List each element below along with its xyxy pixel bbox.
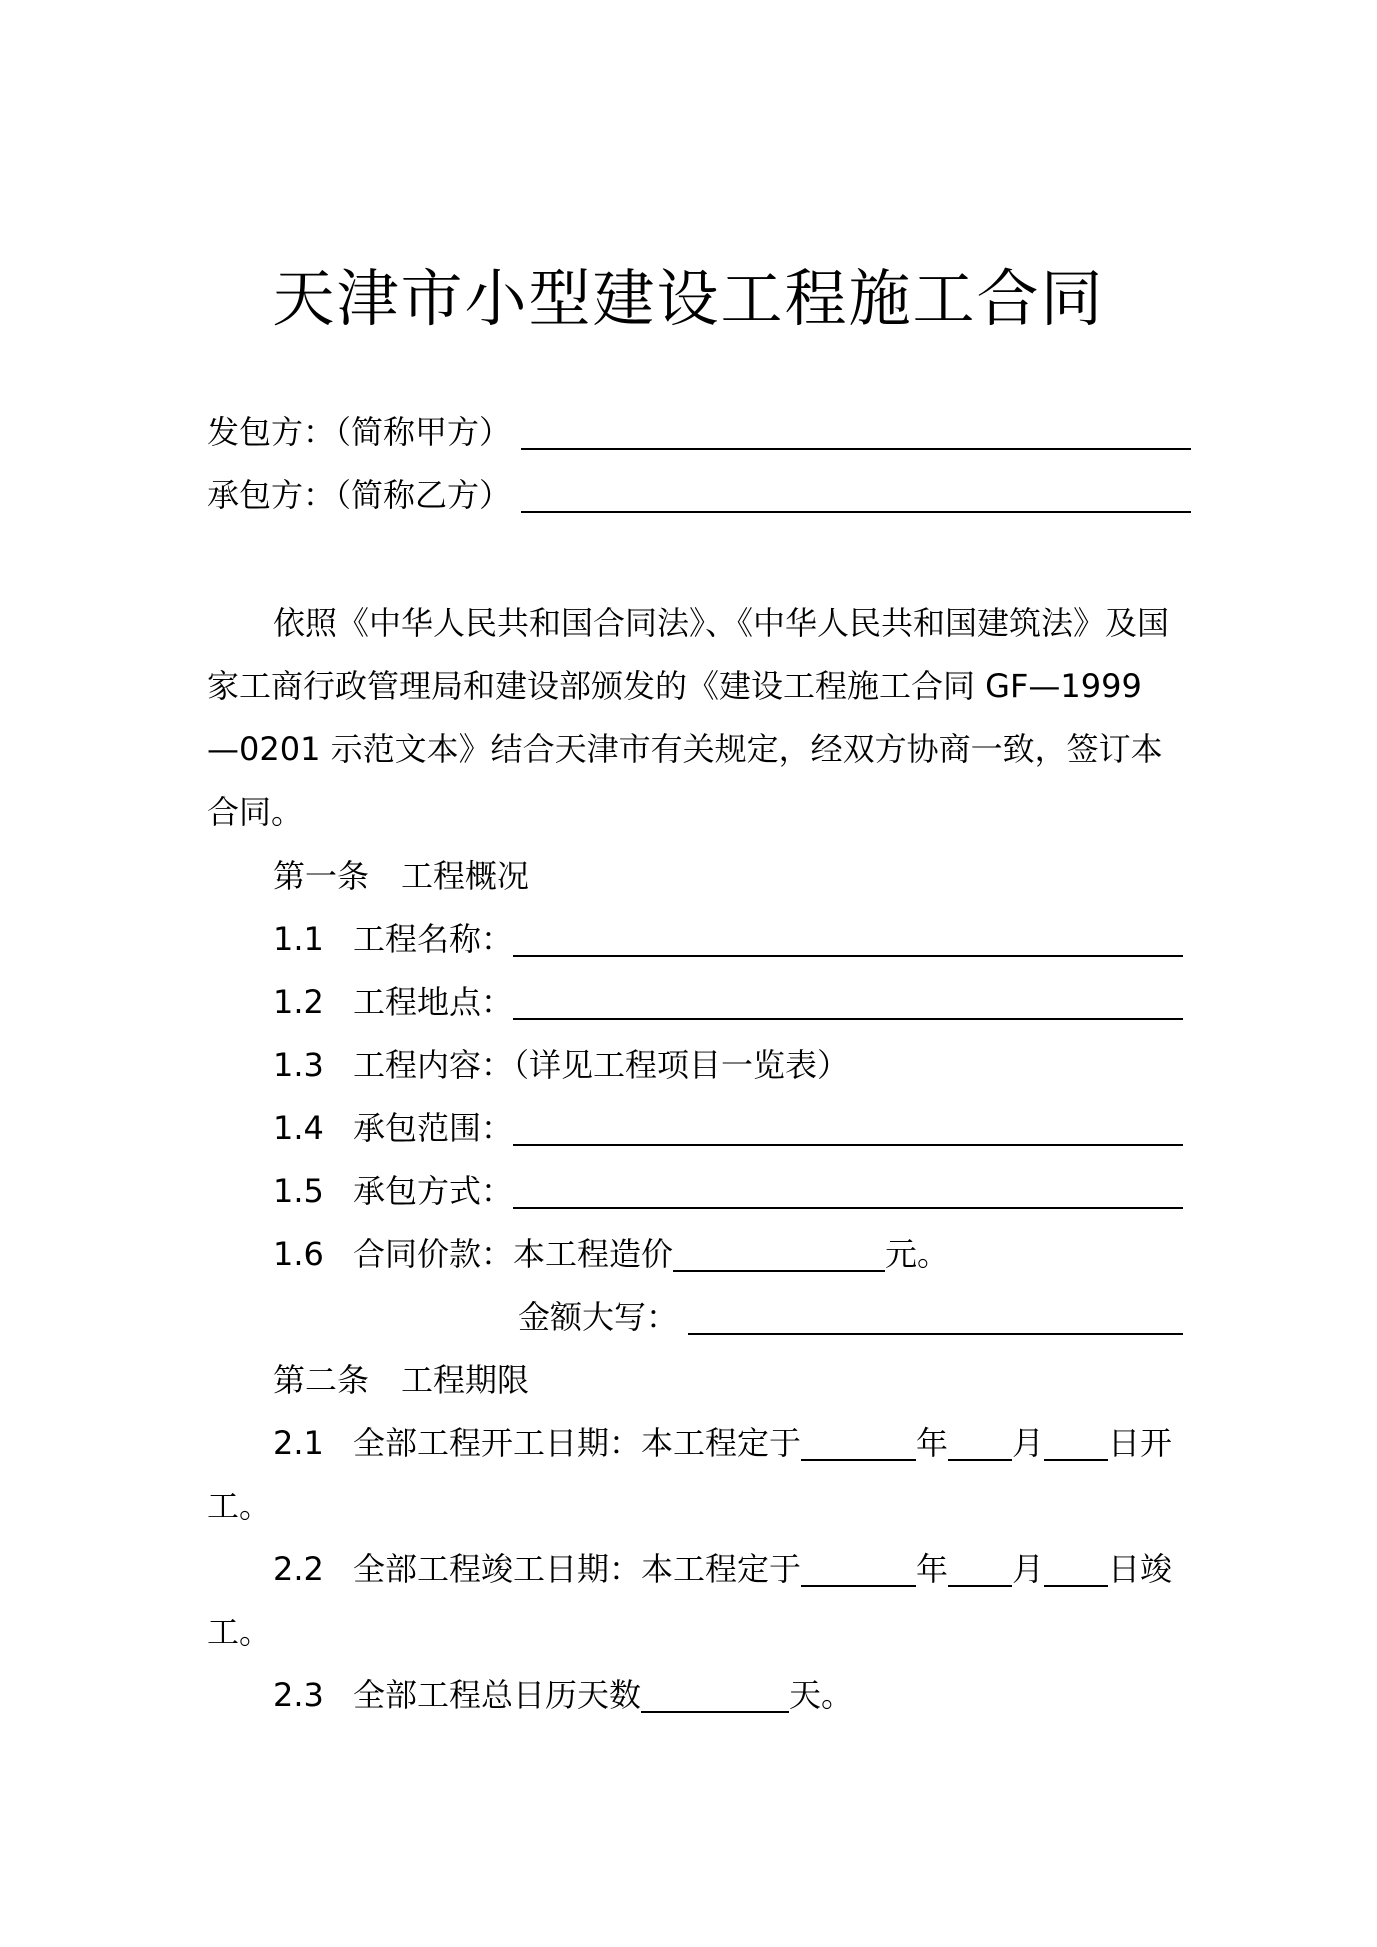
item-1-5 (273, 1171, 1183, 1211)
item-1-4 (273, 1108, 1183, 1148)
item-number: 1.3 (273, 1046, 324, 1084)
month-label: 月 (1012, 1550, 1045, 1588)
item-label: 全部工程开工日期：本工程定于 (353, 1424, 802, 1462)
item-label: 全部工程竣工日期：本工程定于 (353, 1550, 802, 1588)
item-2-1-wrap: 工。 (207, 1487, 272, 1525)
item-label: 承包范围： (353, 1109, 514, 1147)
item-label: 工程名称： (353, 920, 514, 958)
contract-scope-field[interactable] (513, 1108, 1183, 1146)
item-number: 2.2 (273, 1550, 324, 1588)
day-label: 日开 (1108, 1424, 1173, 1462)
item-number: 2.3 (273, 1676, 324, 1714)
item-1-1 (273, 919, 1183, 959)
item-2-1 (273, 1423, 1172, 1463)
end-month-field[interactable] (948, 1549, 1012, 1587)
item-label: 承包方式： (353, 1172, 514, 1210)
item-number: 1.1 (273, 920, 324, 958)
start-month-field[interactable] (948, 1423, 1012, 1461)
amount-words-field[interactable] (688, 1297, 1183, 1335)
article-1-heading: 第一条 工程概况 (273, 857, 530, 895)
end-year-field[interactable] (801, 1549, 916, 1587)
total-days-field[interactable] (641, 1675, 789, 1713)
day-label: 日竣 (1108, 1550, 1173, 1588)
days-unit: 天。 (789, 1676, 854, 1714)
start-year-field[interactable] (801, 1423, 916, 1461)
item-label: 全部工程总日历天数 (353, 1676, 642, 1714)
party-a-label: 发包方：（简称甲方） (207, 413, 512, 451)
item-1-6 (273, 1234, 949, 1274)
item-2-2 (273, 1549, 1172, 1589)
item-number: 1.6 (273, 1235, 324, 1273)
year-label: 年 (916, 1424, 949, 1462)
item-1-3 (273, 1045, 849, 1085)
item-2-3 (273, 1675, 853, 1715)
item-2-2-wrap: 工。 (207, 1613, 272, 1651)
start-day-field[interactable] (1044, 1423, 1108, 1461)
party-a-row (207, 412, 1191, 452)
item-label: 工程地点： (353, 983, 514, 1021)
preamble-line-1: 依照《中华人民共和国合同法》、《中华人民共和国建筑法》及国 (273, 604, 1170, 642)
item-label: 合同价款：本工程造价 (353, 1235, 674, 1273)
item-1-2 (273, 982, 1183, 1022)
project-name-field[interactable] (513, 919, 1183, 957)
article-2-heading: 第二条 工程期限 (273, 1361, 530, 1399)
item-label: 工程内容：（详见工程项目一览表） (353, 1046, 850, 1084)
price-unit: 元。 (885, 1235, 950, 1273)
item-number: 1.4 (273, 1109, 324, 1147)
amount-words-row (518, 1297, 1183, 1337)
preamble-line-3: —0201 示范文本》结合天津市有关规定，经双方协商一致，签订本 (207, 730, 1163, 768)
year-label: 年 (916, 1550, 949, 1588)
item-number: 1.5 (273, 1172, 324, 1210)
preamble-line-2: 家工商行政管理局和建设部颁发的《建设工程施工合同 GF—1999 (207, 667, 1142, 705)
contract-price-field[interactable] (673, 1234, 885, 1272)
amount-words-label: 金额大写： (518, 1298, 679, 1336)
party-b-field[interactable] (521, 475, 1191, 513)
item-number: 1.2 (273, 983, 324, 1021)
end-day-field[interactable] (1044, 1549, 1108, 1587)
contract-method-field[interactable] (513, 1171, 1183, 1209)
project-location-field[interactable] (513, 982, 1183, 1020)
preamble-line-4: 合同。 (207, 793, 304, 831)
party-b-label: 承包方：（简称乙方） (207, 476, 512, 514)
party-b-row (207, 475, 1191, 515)
month-label: 月 (1012, 1424, 1045, 1462)
item-number: 2.1 (273, 1424, 324, 1462)
party-a-field[interactable] (521, 412, 1191, 450)
document-title: 天津市小型建设工程施工合同 (272, 262, 1105, 335)
